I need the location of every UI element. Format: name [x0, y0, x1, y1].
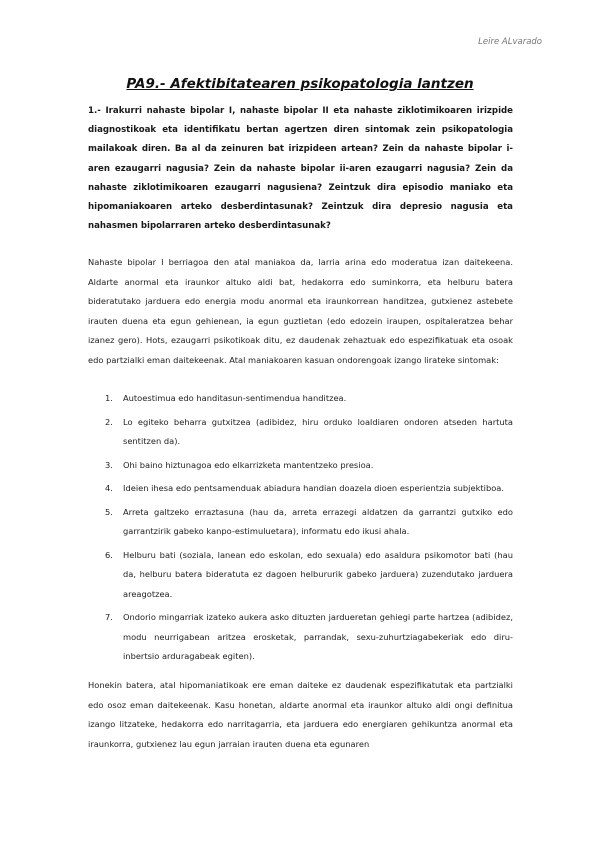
- list-item-number: 3.: [105, 459, 113, 470]
- list-item-number: 4.: [105, 483, 113, 493]
- list-item-text: Autoestimua edo handitasun-sentimendua handitzea.: [123, 393, 347, 403]
- list-item-text: Helburu bati (soziala, lanean edo eskolan, edo sexuala) edo asaldura psikomotor bati (hau da, helburu batera bideratuta ez dagoen helbururik gabeko jarduera) zuzendutako jarduera areagotzea.: [123, 549, 513, 599]
- body-paragraph-1: Nahaste bipolar I berriagoa den atal maniakoa da, larria arina edo moderatua izan daitekeena. Aldarte anormal eta iraunkor altuko aldi bat, hedakorra edo suminkorra, eta helburu batera bideratutako jarduera edo energia modu anormal eta iraunkorrean handitzea, gutxienez astebete irauten duena eta egun gehienean, ia egun guztietan (edo edozein iraupen, ospitaleratzea behar izanez gero). Hots, ezaugarri psikotikoak ditu, ez daudenak zehaztuak edo espezifikatuak eta osoak edo partzialki eman daitekeenak. Atal maniakoaren kasuan ondorengoak izango lirateke sintomak:: [88, 257, 513, 365]
- list-item: [88, 608, 513, 667]
- author-header: Leire ALvarado: [478, 37, 542, 47]
- symptoms-list: [88, 389, 513, 671]
- list-item-number: 7.: [105, 612, 113, 622]
- list-item: [88, 479, 513, 499]
- list-item-text: Ohi baino hiztunagoa edo elkarrizketa mantentzeko presioa.: [123, 459, 374, 470]
- list-item-text: Arreta galtzeko erraztasuna (hau da, arreta errazegi aldatzen da garrantzi gutxiko edo garrantzirik gabeko kanpo-estimuluetara), informatu edo ikusi ahala.: [123, 506, 513, 536]
- list-item-number: 2.: [105, 416, 113, 427]
- page-title: PA9.- Afektibitatearen psikopatologia lantzen: [126, 76, 474, 92]
- list-item-number: 1.: [105, 393, 113, 403]
- question-paragraph: 1.- Irakurri nahaste bipolar I, nahaste bipolar II eta nahaste ziklotimikoaren irizpide diagnostikoak eta identifikatu bertan agertzen diren sintomak zein psikopatologia mailakoak diren. Ba al da zeinuren bat irizpideen artean? Zein da nahaste bipolar i-aren ezaugarri nagusia? Zein da nahaste bipolar ii-aren ezaugarri nagusia? Zein da nahaste ziklotimikoaren ezaugarri nagusiena? Zeintzuk dira episodio maniako eta hipomaniakoaren arteko desberdintasunak? Zeintzuk dira depresio nagusia eta nahasmen bipolarraren arteko desberdintasunak?: [88, 106, 513, 232]
- list-item-number: 6.: [105, 549, 113, 560]
- list-item: [88, 503, 513, 542]
- list-item: [88, 413, 513, 452]
- list-item-text: Ideien ihesa edo pentsamenduak abiadura handian doazela dioen esperientzia subjektiboa.: [123, 483, 505, 493]
- list-item: [88, 389, 513, 409]
- list-item: [88, 456, 513, 476]
- list-item-number: 5.: [105, 506, 113, 517]
- body-paragraph-2: Honekin batera, atal hipomaniatikoak ere eman daiteke ez daudenak espezifikatutak eta partzialki edo osoz eman daitekeenak. Kasu honetan, aldarte anormal eta iraunkor altuko aldi ongi definitua izango litzateke, hedakorra edo narritagarria, eta jarduera edo energiaren gehikuntza anormal eta iraunkorra, gutxienez lau egun jarraian irauten duena eta egunaren: [88, 680, 513, 749]
- list-item-text: Lo egiteko beharra gutxitzea (adibidez, hiru orduko loaldiaren ondoren atseden hartuta sentitzen da).: [123, 416, 513, 446]
- list-item: [88, 546, 513, 605]
- list-item-text: Ondorio mingarriak izateko aukera asko dituzten jardueretan gehiegi parte hartzea (adibidez, modu neurrigabean aritzea erosketak, parrandak, sexu-zuhurtziagabekeriak edo diru-inbertsio arduragabeak egiten).: [123, 612, 513, 661]
